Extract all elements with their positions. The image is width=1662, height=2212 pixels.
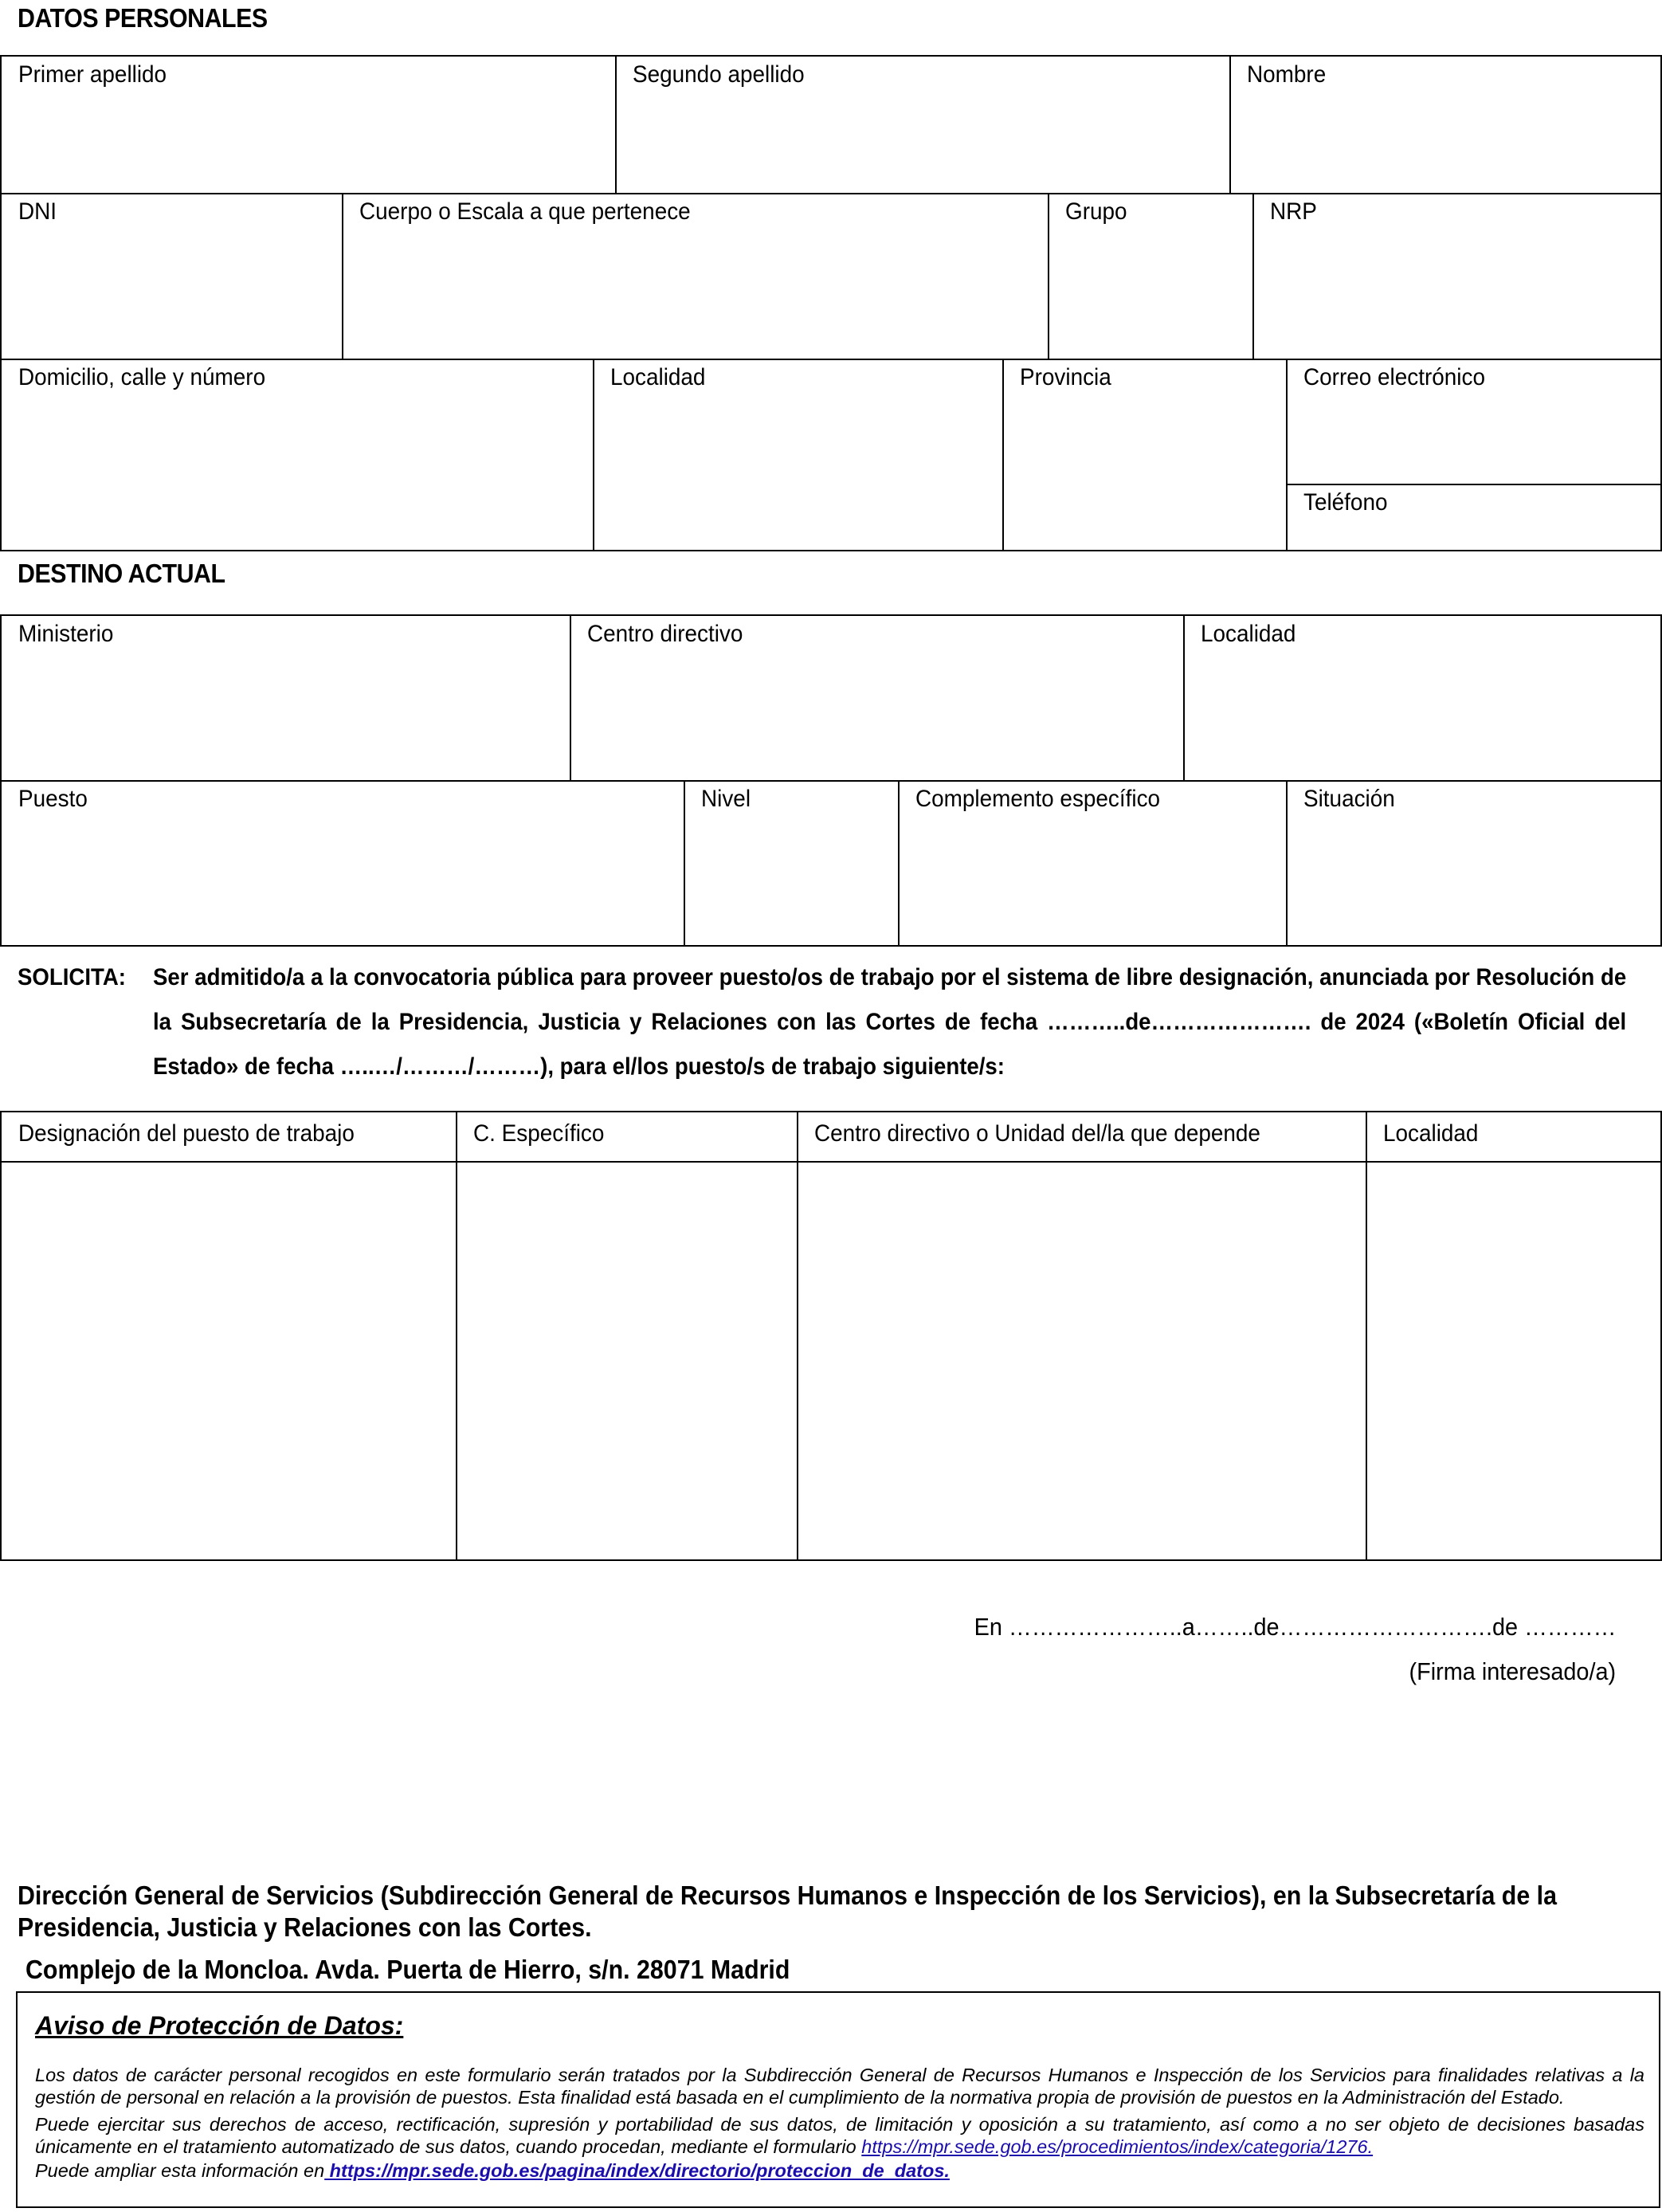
field-localidad-destino[interactable]: Localidad	[1201, 621, 1296, 647]
aviso-paragraph-1: Los datos de carácter personal recogidos en este formulario serán tratados por la Subdirección General de Recursos Humanos e Inspección de los Servicios para finalidades relativas a la gestión de personal en relación a la provisión de puestos. Esta finalidad está basada en el cumplimiento de la normativa propia de provisión de puestos en la Administración del Estado.	[35, 2065, 1644, 2108]
col-divider	[593, 359, 594, 551]
col-divider	[1048, 193, 1049, 359]
date-line[interactable]: En …………………..a……..de……………………….de …………	[974, 1613, 1616, 1641]
field-telefono[interactable]: Teléfono	[1303, 489, 1388, 516]
col-divider	[898, 780, 900, 947]
field-segundo-apellido[interactable]: Segundo apellido	[633, 61, 805, 88]
address-line-1: Dirección General de Servicios (Subdirección General de Recursos Humanos e Inspección de los Servicios), en la Subsecretaría de la Presidencia, Justicia y Relaciones con las Cortes.	[18, 1881, 1557, 1942]
aviso-p3-text: Puede ampliar esta información en	[35, 2160, 325, 2181]
row-divider	[2, 780, 1662, 782]
destino-actual-table	[0, 614, 1662, 947]
col-divider	[1252, 193, 1254, 359]
cell-designacion-input[interactable]	[3, 1163, 454, 1559]
col-divider	[684, 780, 685, 947]
field-primer-apellido[interactable]: Primer apellido	[18, 61, 167, 88]
proteccion-datos-link[interactable]: https://mpr.sede.gob.es/pagina/index/directorio/proteccion_de_datos.	[324, 2160, 950, 2181]
field-nivel[interactable]: Nivel	[701, 786, 751, 812]
field-ministerio[interactable]: Ministerio	[18, 621, 114, 647]
row-divider	[2, 193, 1662, 194]
aviso-p2-text: Puede ejercitar sus derechos de acceso, rectificación, supresión y portabilidad de sus datos, de limitación y oposición a su tratamiento, así como a no ser objeto de decisiones basadas únicamente en el tratamiento automatizado de sus datos, cuando procedan, mediante el formulario	[35, 2114, 1644, 2157]
cell-divider	[1286, 484, 1662, 485]
aviso-paragraph-2	[35, 2113, 1644, 2158]
field-dni[interactable]: DNI	[18, 198, 57, 225]
row-divider	[2, 359, 1662, 360]
address-line-2: Complejo de la Moncloa. Avda. Puerta de Hierro, s/n. 28071 Madrid	[25, 1955, 790, 1984]
solicita-label: SOLICITA:	[18, 964, 126, 990]
field-situacion[interactable]: Situación	[1303, 786, 1395, 812]
field-centro-directivo[interactable]: Centro directivo	[587, 621, 743, 647]
field-cuerpo[interactable]: Cuerpo o Escala a que pertenece	[359, 198, 691, 225]
datos-personales-table	[0, 55, 1662, 551]
puestos-table	[0, 1111, 1662, 1561]
col-divider	[1229, 57, 1231, 193]
procedimientos-link[interactable]: https://mpr.sede.gob.es/procedimientos/index/categoria/1276.	[861, 2136, 1374, 2157]
field-puesto[interactable]: Puesto	[18, 786, 88, 812]
field-grupo[interactable]: Grupo	[1065, 198, 1127, 225]
section-title-datos-personales: DATOS PERSONALES	[18, 3, 268, 33]
cell-c-especifico-input[interactable]	[457, 1163, 795, 1559]
col-header-designacion: Designación del puesto de trabajo	[18, 1120, 355, 1147]
col-divider	[570, 616, 571, 780]
aviso-title: Aviso de Protección de Datos:	[35, 2011, 404, 2040]
col-divider	[1286, 359, 1288, 551]
col-divider	[1002, 359, 1004, 551]
col-divider	[1286, 780, 1288, 947]
firma-label: (Firma interesado/a)	[1409, 1657, 1616, 1685]
field-localidad[interactable]: Localidad	[610, 364, 706, 390]
col-header-c-especifico: C. Específico	[473, 1120, 605, 1147]
col-divider	[615, 57, 617, 193]
solicita-text: Ser admitido/a a la convocatoria pública para proveer puesto/os de trabajo por el sistema de libre designación, anunciada por Resolución de la Subsecretaría de la Presidencia, Justicia y Relaciones con las Cortes de fecha ………..de…………………. de 2024 («Boletín Oficial del Estado» de fecha …..…/………/………), para el/los puesto/s de trabajo siguiente/s:	[153, 964, 1627, 1080]
section-title-destino-actual: DESTINO ACTUAL	[18, 559, 225, 588]
cell-localidad-input[interactable]	[1367, 1163, 1660, 1559]
col-header-localidad: Localidad	[1383, 1120, 1479, 1147]
col-divider	[342, 193, 343, 359]
field-complemento[interactable]: Complemento específico	[915, 786, 1161, 812]
field-domicilio[interactable]: Domicilio, calle y número	[18, 364, 266, 390]
field-nombre[interactable]: Nombre	[1247, 61, 1327, 88]
field-provincia[interactable]: Provincia	[1020, 364, 1111, 390]
col-divider	[1183, 616, 1185, 780]
field-correo[interactable]: Correo electrónico	[1303, 364, 1485, 390]
aviso-paragraph-3	[35, 2159, 1644, 2182]
col-header-centro-directivo: Centro directivo o Unidad del/la que depende	[814, 1120, 1260, 1147]
cell-centro-directivo-input[interactable]	[798, 1163, 1364, 1559]
field-nrp[interactable]: NRP	[1270, 198, 1317, 225]
